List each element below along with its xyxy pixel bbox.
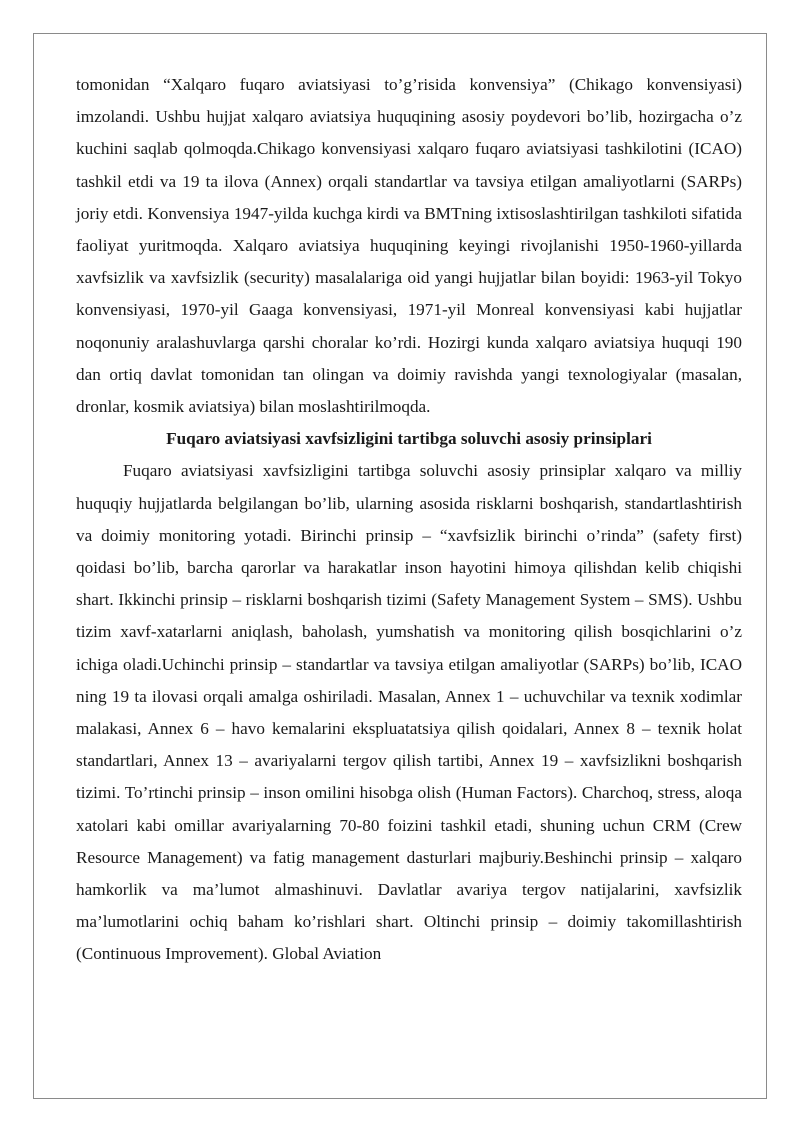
body-paragraph: tomonidan “Xalqaro fuqaro aviatsiyasi to’g’risida konvensiya” (Chikago konvensiyasi) imzolandi. Ushbu hujjat xalqaro aviatsiya huquqining asosiy poydevori bo’lib, hozirgacha o’z kuchini saqlab qolmoqda.Chikago konvensiyasi xalqaro fuqaro aviatsiyasi tashkilotini (ICAO) tashkil etdi va 19 ta ilova (Annex) orqali standartlar va tavsiya etilgan amaliyotlarni (SARPs) joriy etdi. Konvensiya 1947-yilda kuchga kirdi va BMTning ixtisoslashtirilgan tashkiloti sifatida faoliyat yuritmoqda. Xalqaro aviatsiya huquqining keyingi rivojlanishi 1950-1960-yillarda xavfsizlik va xavfsizlik (security) masalalariga oid yangi hujjatlar bilan boyidi: 1963-yil Tokyo konvensiyasi, 1970-yil Gaaga konvensiyasi, 1971-yil Monreal konvensiyasi kabi hujjatlar noqonuniy aralashuvlarga qarshi choralar ko’rdi. Hozirgi kunda xalqaro aviatsiya huquqi 190 dan ortiq davlat tomonidan tan olingan va doimiy ravishda yangi texnologiyalar (masalan, dronlar, kosmik aviatsiya) bilan moslashtirilmoqda.: [76, 75, 742, 417]
document-body: [76, 69, 742, 971]
section-heading: Fuqaro aviatsiyasi xavfsizligini tartibga soluvchi asosiy prinsiplari: [166, 429, 652, 449]
body-paragraph: Fuqaro aviatsiyasi xavfsizligini tartibga soluvchi asosiy prinsiplar xalqaro va milliy huquqiy hujjatlarda belgilangan bo’lib, ularning asosida risklarni boshqarish, standartlashtirish va doimiy monitoring yotadi. Birinchi prinsip – “xavfsizlik birinchi o’rinda” (safety first) qoidasi bo’lib, barcha qarorlar va harakatlar inson hayotini himoya qilishdan kelib chiqishi shart. Ikkinchi prinsip – risklarni boshqarish tizimi (Safety Management System – SMS). Ushbu tizim xavf-xatarlarni aniqlash, baholash, yumshatish va monitoring qilish bosqichlarini o’z ichiga oladi.Uchinchi prinsip – standartlar va tavsiya etilgan amaliyotlar (SARPs) bo’lib, ICAO ning 19 ta ilovasi orqali amalga oshiriladi. Masalan, Annex 1 – uchuvchilar va texnik xodimlar malakasi, Annex 6 – havo kemalarini ekspluatatsiya qilish qoidalari, Annex 8 – texnik holat standartlari, Annex 13 – avariyalarni tergov qilish tartibi, Annex 19 – xavfsizlikni boshqarish tizimi. To’rtinchi prinsip – inson omilini hisobga olish (Human Factors). Charchoq, stress, aloqa xatolari kabi omillar avariyalarning 70-80 foizini tashkil etadi, shuning uchun CRM (Crew Resource Management) va fatig management dasturlari majburiy.Beshinchi prinsip – xalqaro hamkorlik va ma’lumot almashinuvi. Davlatlar avariya tergov natijalarini, xavfsizlik ma’lumotlarini ochiq baham ko’rishlari shart. Oltinchi prinsip – doimiy takomillashtirish (Continuous Improvement). Global Aviation: [76, 461, 742, 964]
